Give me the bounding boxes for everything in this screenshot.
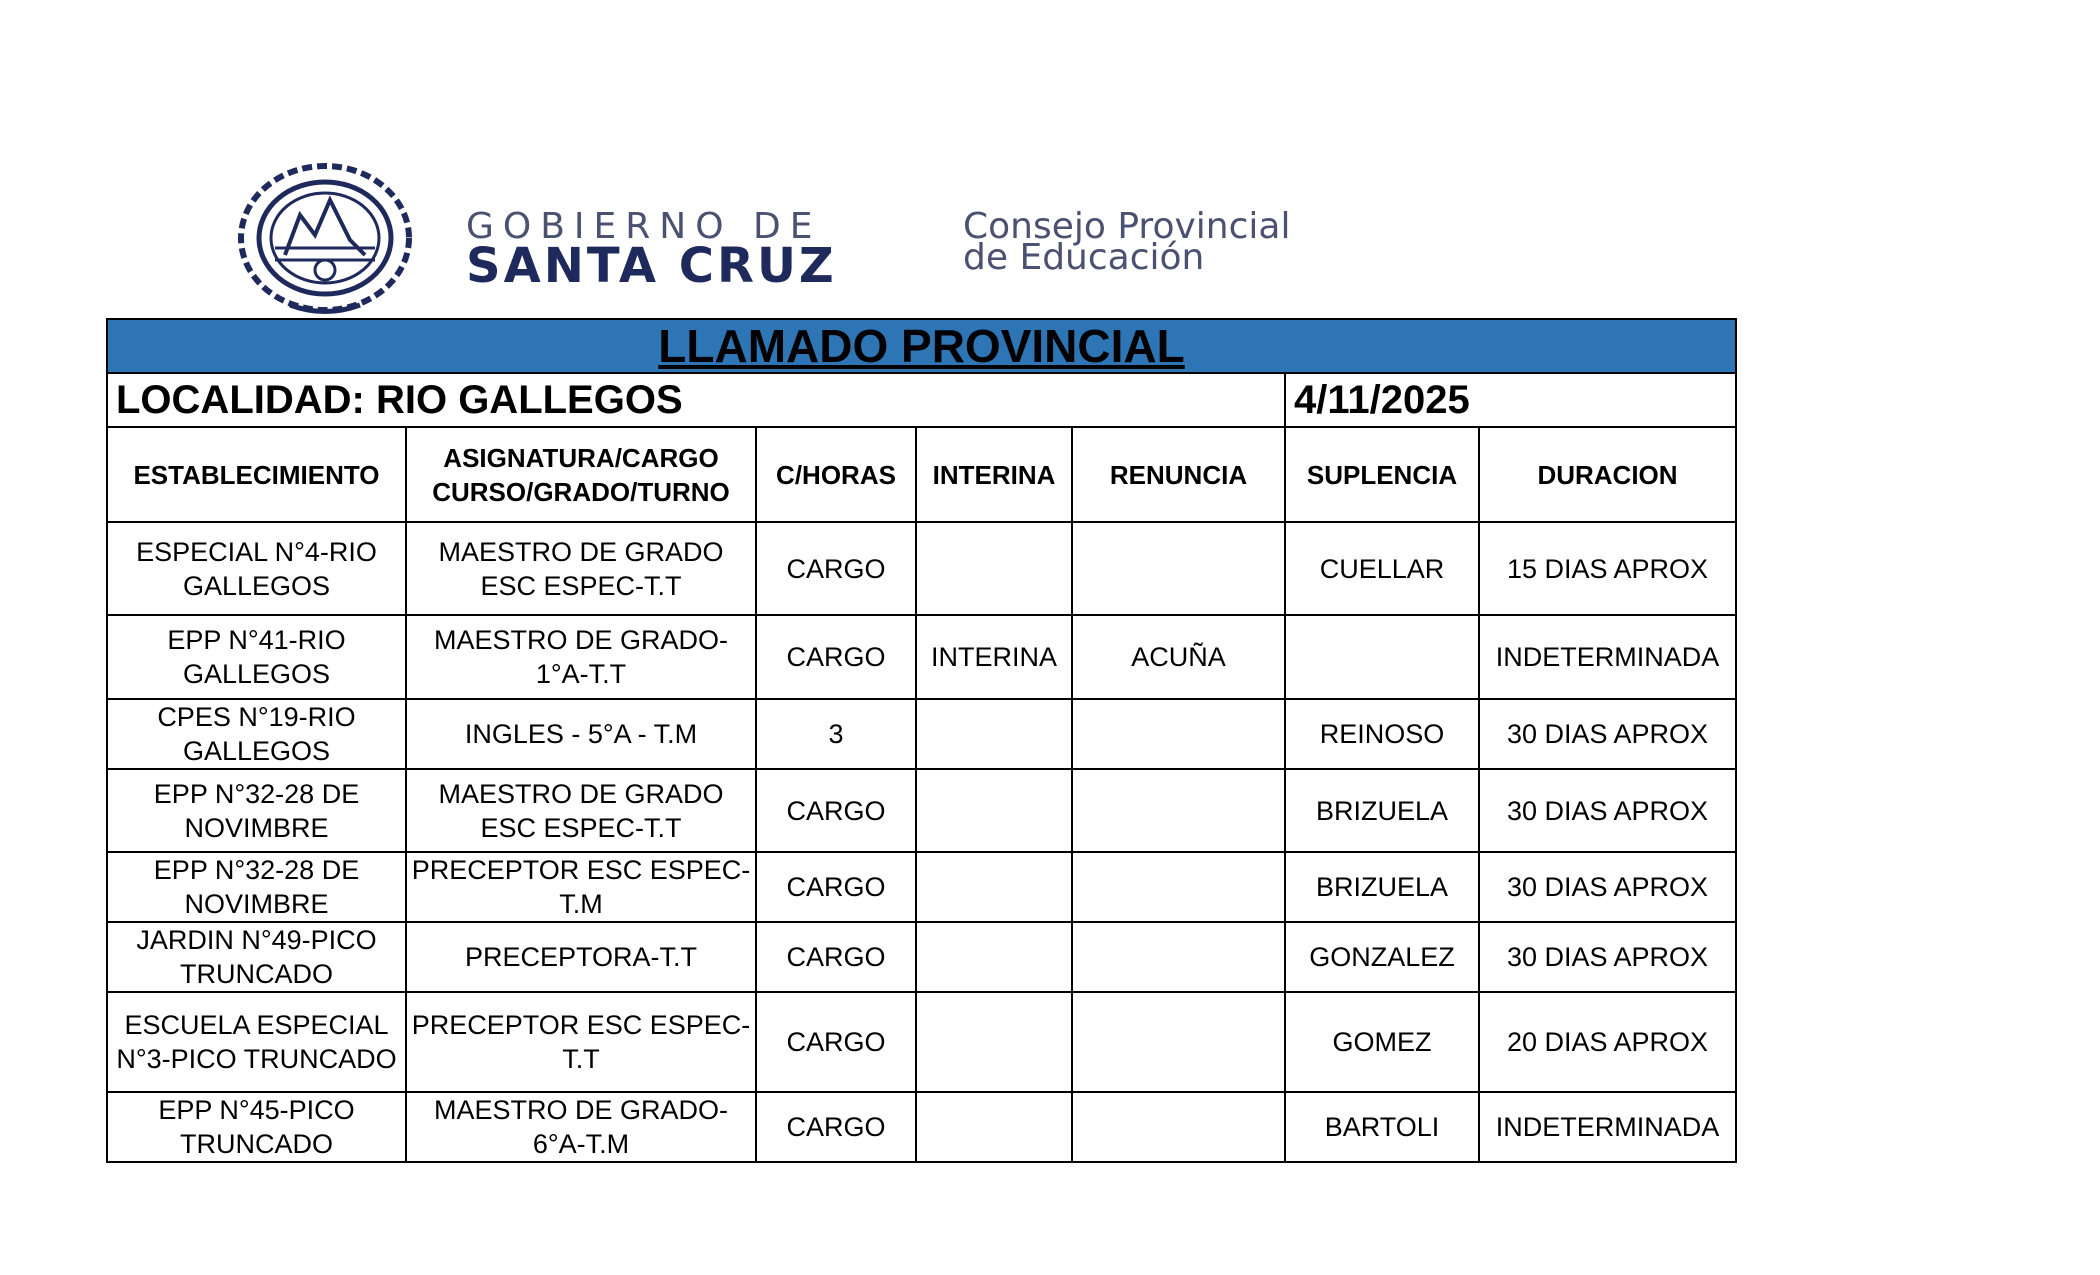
government-name-line2: SANTA CRUZ — [466, 238, 837, 294]
cell-horas: 3 — [756, 699, 916, 769]
cell-asignatura: PRECEPTOR ESC ESPEC-T.M — [406, 852, 756, 922]
cell-establecimiento: EPP N°32-28 DE NOVIMBRE — [107, 769, 406, 852]
cell-interina — [916, 922, 1072, 992]
locality-label: LOCALIDAD: RIO GALLEGOS — [107, 373, 1285, 427]
col-renuncia: RENUNCIA — [1072, 427, 1285, 522]
cell-duracion: INDETERMINADA — [1479, 615, 1736, 699]
cell-suplencia: CUELLAR — [1285, 522, 1479, 615]
cell-horas: CARGO — [756, 522, 916, 615]
cell-suplencia: BRIZUELA — [1285, 852, 1479, 922]
col-suplencia: SUPLENCIA — [1285, 427, 1479, 522]
cell-asignatura: MAESTRO DE GRADO-1°A-T.T — [406, 615, 756, 699]
cell-renuncia — [1072, 769, 1285, 852]
cell-horas: CARGO — [756, 922, 916, 992]
table-row — [107, 615, 1736, 699]
cell-duracion: 30 DIAS APROX — [1479, 699, 1736, 769]
col-horas: C/HORAS — [756, 427, 916, 522]
cell-establecimiento: EPP N°45-PICO TRUNCADO — [107, 1092, 406, 1162]
table-row — [107, 852, 1736, 922]
page-header — [230, 160, 1430, 320]
cell-suplencia: BRIZUELA — [1285, 769, 1479, 852]
cell-establecimiento: ESCUELA ESPECIAL N°3-PICO TRUNCADO — [107, 992, 406, 1092]
table-row — [107, 699, 1736, 769]
cell-duracion: 15 DIAS APROX — [1479, 522, 1736, 615]
cell-suplencia: GONZALEZ — [1285, 922, 1479, 992]
cell-suplencia: BARTOLI — [1285, 1092, 1479, 1162]
council-name-line2: de Educación — [963, 237, 1205, 278]
locality-row — [107, 373, 1736, 427]
cell-horas: CARGO — [756, 1092, 916, 1162]
page-title: LLAMADO PROVINCIAL — [107, 319, 1736, 373]
table-row — [107, 992, 1736, 1092]
cell-renuncia — [1072, 1092, 1285, 1162]
cell-renuncia — [1072, 852, 1285, 922]
cell-asignatura: MAESTRO DE GRADO ESC ESPEC-T.T — [406, 769, 756, 852]
title-row — [107, 319, 1736, 373]
cell-interina — [916, 522, 1072, 615]
column-header-row — [107, 427, 1736, 522]
cell-suplencia: REINOSO — [1285, 699, 1479, 769]
cell-duracion: 30 DIAS APROX — [1479, 922, 1736, 992]
vacancy-table — [106, 318, 1737, 1163]
cell-interina: INTERINA — [916, 615, 1072, 699]
table-row — [107, 769, 1736, 852]
santa-cruz-seal-icon — [230, 160, 420, 320]
table-row — [107, 922, 1736, 992]
cell-duracion: 20 DIAS APROX — [1479, 992, 1736, 1092]
cell-duracion: INDETERMINADA — [1479, 1092, 1736, 1162]
cell-interina — [916, 852, 1072, 922]
cell-asignatura: MAESTRO DE GRADO-6°A-T.M — [406, 1092, 756, 1162]
cell-renuncia — [1072, 922, 1285, 992]
cell-establecimiento: JARDIN N°49-PICO TRUNCADO — [107, 922, 406, 992]
cell-asignatura: PRECEPTORA-T.T — [406, 922, 756, 992]
cell-establecimiento: EPP N°41-RIO GALLEGOS — [107, 615, 406, 699]
cell-asignatura: INGLES - 5°A - T.M — [406, 699, 756, 769]
cell-establecimiento: EPP N°32-28 DE NOVIMBRE — [107, 852, 406, 922]
cell-renuncia: ACUÑA — [1072, 615, 1285, 699]
cell-interina — [916, 992, 1072, 1092]
cell-asignatura: PRECEPTOR ESC ESPEC-T.T — [406, 992, 756, 1092]
cell-renuncia — [1072, 699, 1285, 769]
cell-establecimiento: CPES N°19-RIO GALLEGOS — [107, 699, 406, 769]
cell-asignatura: MAESTRO DE GRADO ESC ESPEC-T.T — [406, 522, 756, 615]
cell-interina — [916, 699, 1072, 769]
table-row — [107, 522, 1736, 615]
date-label: 4/11/2025 — [1285, 373, 1736, 427]
cell-horas: CARGO — [756, 769, 916, 852]
col-asignatura-line1: ASIGNATURA/CARGO — [443, 442, 719, 473]
cell-suplencia: GOMEZ — [1285, 992, 1479, 1092]
council-name-line1: Consejo Provincial — [963, 206, 1291, 247]
cell-horas: CARGO — [756, 852, 916, 922]
col-asignatura — [406, 427, 756, 522]
cell-interina — [916, 769, 1072, 852]
cell-renuncia — [1072, 522, 1285, 615]
cell-duracion: 30 DIAS APROX — [1479, 852, 1736, 922]
cell-renuncia — [1072, 992, 1285, 1092]
cell-horas: CARGO — [756, 615, 916, 699]
cell-duracion: 30 DIAS APROX — [1479, 769, 1736, 852]
cell-interina — [916, 1092, 1072, 1162]
cell-establecimiento: ESPECIAL N°4-RIO GALLEGOS — [107, 522, 406, 615]
government-name-line1: GOBIERNO DE — [466, 206, 822, 247]
col-establecimiento: ESTABLECIMIENTO — [107, 427, 406, 522]
cell-horas: CARGO — [756, 992, 916, 1092]
table-row — [107, 1092, 1736, 1162]
col-interina: INTERINA — [916, 427, 1072, 522]
col-asignatura-line2: CURSO/GRADO/TURNO — [432, 476, 730, 507]
col-duracion: DURACION — [1479, 427, 1736, 522]
cell-suplencia — [1285, 615, 1479, 699]
